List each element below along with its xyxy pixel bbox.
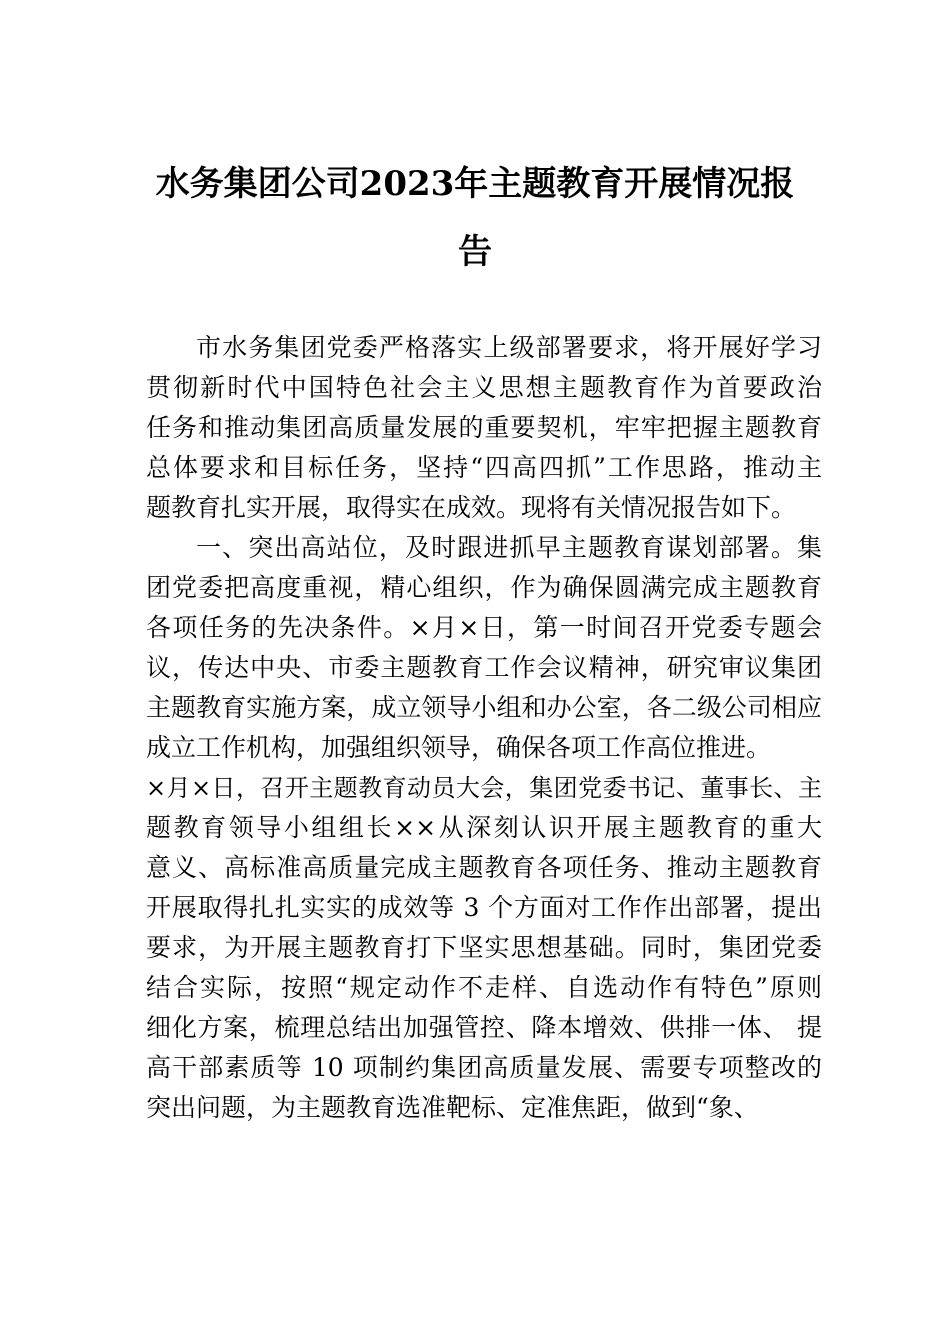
body-line-18: 细化方案，梳理总结出加强管控、降本增效、供排一体、 提 — [146, 1013, 822, 1042]
body-line-12: ×月×日，召开主题教育动员大会，集团党委书记、董事长、主 — [146, 774, 822, 802]
body-line-2: 贯彻新时代中国特色社会主义思想主题教育作为首要政治 — [146, 373, 822, 402]
body-line-3: 任务和推动集团高质量发展的重要契机，牢牢把握主题教育 — [146, 413, 822, 442]
body-line-20: 突出问题，为主题教育选准靶标、定准焦距，做到“象、 — [146, 1093, 759, 1122]
body-line-15: 开展取得扎扎实实的成效等 3 个方面对工作作出部署，提出 — [146, 893, 822, 922]
body-line-11: 成立工作机构，加强组织领导，确保各项工作高位推进。 — [146, 733, 772, 762]
body-line-4: 总体要求和目标任务，坚持“四高四抓”工作思路，推动主 — [146, 453, 822, 482]
body-line-1: 市水务集团党委严格落实上级部署要求，将开展好学习 — [196, 333, 822, 362]
body-line-13: 题教育领导小组组长××从深刻认识开展主题教育的重大 — [146, 813, 822, 842]
body-line-8: 各项任务的先决条件。×月×日，第一时间召开党委专题会 — [146, 613, 822, 642]
body-line-17: 结合实际，按照“规定动作不走样、自选动作有特色”原则 — [146, 973, 822, 1002]
document-title-line-2: 告 — [458, 232, 492, 272]
body-line-10: 主题教育实施方案，成立领导小组和办公室，各二级公司相应 — [146, 693, 822, 722]
body-line-19: 高干部素质等 10 项制约集团高质量发展、需要专项整改的 — [146, 1053, 822, 1082]
body-line-6: 一、突出高站位，及时跟进抓早主题教育谋划部署。集 — [196, 533, 822, 562]
body-line-16: 要求，为开展主题教育打下坚实思想基础。同时，集团党委 — [146, 933, 822, 962]
body-line-7: 团党委把高度重视，精心组织，作为确保圆满完成主题教育 — [146, 573, 822, 602]
body-line-14: 意义、高标准高质量完成主题教育各项任务、推动主题教育 — [146, 853, 822, 882]
body-line-9: 议，传达中央、市委主题教育工作会议精神，研究审议集团 — [146, 653, 822, 682]
document-title-line-1: 水务集团公司2023年主题教育开展情况报 — [155, 164, 795, 204]
body-line-5: 题教育扎实开展，取得实在成效。现将有关情况报告如下。 — [146, 493, 797, 522]
